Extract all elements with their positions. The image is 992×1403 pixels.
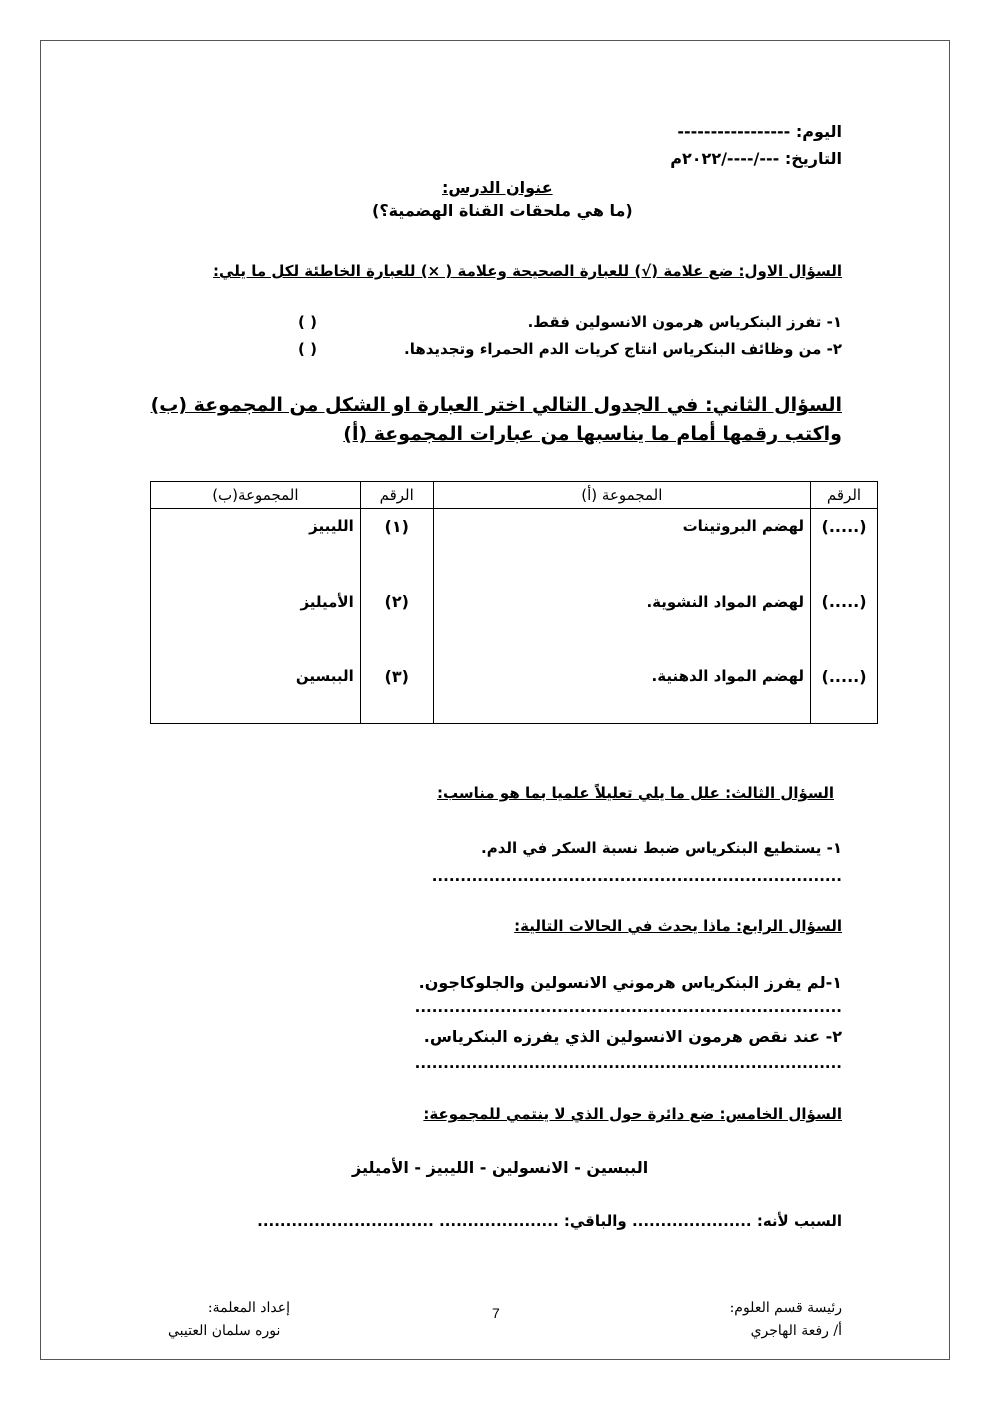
question-1-title: السؤال الاول: ضع علامة (√) للعبارة الصحيحة وعلامة ( ×) للعبارة الخاطئة لكل ما يلي:: [213, 262, 842, 280]
table-body-row: [151, 509, 878, 724]
table-cell-b: الببسين: [295, 667, 354, 685]
lesson-title: (ما هي ملحقات القناة الهضمية؟): [372, 201, 633, 220]
question-5-reason[interactable]: السبب لأنه: ..................... والباقي: ..................... ...............................: [257, 1212, 842, 1230]
table-cell-number: (٢): [384, 592, 409, 611]
footer-teacher-title: إعداد المعلمة:: [207, 1300, 290, 1316]
table-header-row: [151, 482, 878, 509]
table-column-blanks: [811, 509, 878, 724]
table-blank[interactable]: (.....): [821, 517, 867, 536]
question-4-item-1: ١-لم يفرز البنكرياس هرموني الانسولين والجلوكاجون.: [418, 973, 842, 992]
question-3-item: ١- يستطيع البنكرياس ضبط نسبة السكر في الدم.: [481, 839, 842, 857]
question-1-item-2: ٢- من وظائف البنكرياس انتاج كريات الدم الحمراء وتجديدها.: [404, 340, 842, 358]
table-header-group-a: المجموعة (أ): [433, 482, 810, 509]
lesson-title-label: عنوان الدرس:: [442, 178, 553, 197]
question-1-answer-box-2[interactable]: ( ): [298, 340, 317, 358]
question-2-title-line-1: السؤال الثاني: في الجدول التالي اختر العبارة او الشكل من المجموعة (ب): [150, 394, 842, 416]
question-4-answer-line-2[interactable]: ...........................................................................: [414, 1054, 842, 1072]
table-column-numbers-b: [360, 509, 433, 724]
table-cell-a: لهضم البروتينات: [682, 517, 805, 535]
table-header-number-a: الرقم: [811, 482, 878, 509]
question-1-item-1: ١- تفرز البنكرياس هرمون الانسولين فقط.: [527, 313, 842, 331]
footer-department-head-title: رئيسة قسم العلوم:: [729, 1300, 842, 1316]
table-blank[interactable]: (.....): [821, 667, 867, 686]
table-cell-a: لهضم المواد الدهنية.: [651, 667, 805, 685]
table-cell-a: لهضم المواد النشوية.: [646, 592, 805, 611]
table-header-group-b: المجموعة(ب): [151, 482, 361, 509]
question-4-title: السؤال الرابع: ماذا يحدث في الحالات التالية:: [514, 917, 842, 935]
day-label: اليوم: -----------------: [677, 122, 842, 141]
table-cell-number: (٣): [384, 667, 409, 686]
table-column-group-a: [433, 509, 810, 724]
page-number: 7: [492, 1305, 500, 1321]
table-cell-b: الأميليز: [300, 592, 354, 611]
question-3-title: السؤال الثالث: علل ما يلي تعليلاً علميا بما هو مناسب:: [437, 784, 834, 802]
question-5-title: السؤال الخامس: ضع دائرة حول الذي لا ينتمي للمجموعة:: [423, 1105, 842, 1123]
footer-department-head-name: أ/ رفعة الهاجري: [750, 1323, 842, 1339]
question-4-item-2: ٢- عند نقص هرمون الانسولين الذي يفرزه البنكرياس.: [423, 1027, 842, 1046]
table-blank[interactable]: (.....): [821, 592, 867, 611]
table-cell-b: الليبيز: [309, 517, 354, 535]
table-header-number-b: الرقم: [360, 482, 433, 509]
question-2-title-line-2: واكتب رقمها أمام ما يناسبها من عبارات المجموعة (أ): [343, 423, 842, 445]
table-cell-number: (١): [384, 517, 409, 536]
question-4-answer-line-1[interactable]: ...........................................................................: [414, 998, 842, 1016]
matching-table: [150, 481, 878, 724]
table-column-group-b: [151, 509, 361, 724]
question-5-words[interactable]: الببسين - الانسولين - الليبيز - الأميليز: [352, 1158, 649, 1177]
question-1-answer-box-1[interactable]: ( ): [298, 313, 317, 331]
date-label: التاريخ: ---/----/٢٠٢٢م: [670, 149, 842, 168]
question-3-answer-line[interactable]: ........................................................................: [431, 867, 842, 885]
footer-teacher-name: نوره سلمان العتيبي: [168, 1323, 281, 1339]
